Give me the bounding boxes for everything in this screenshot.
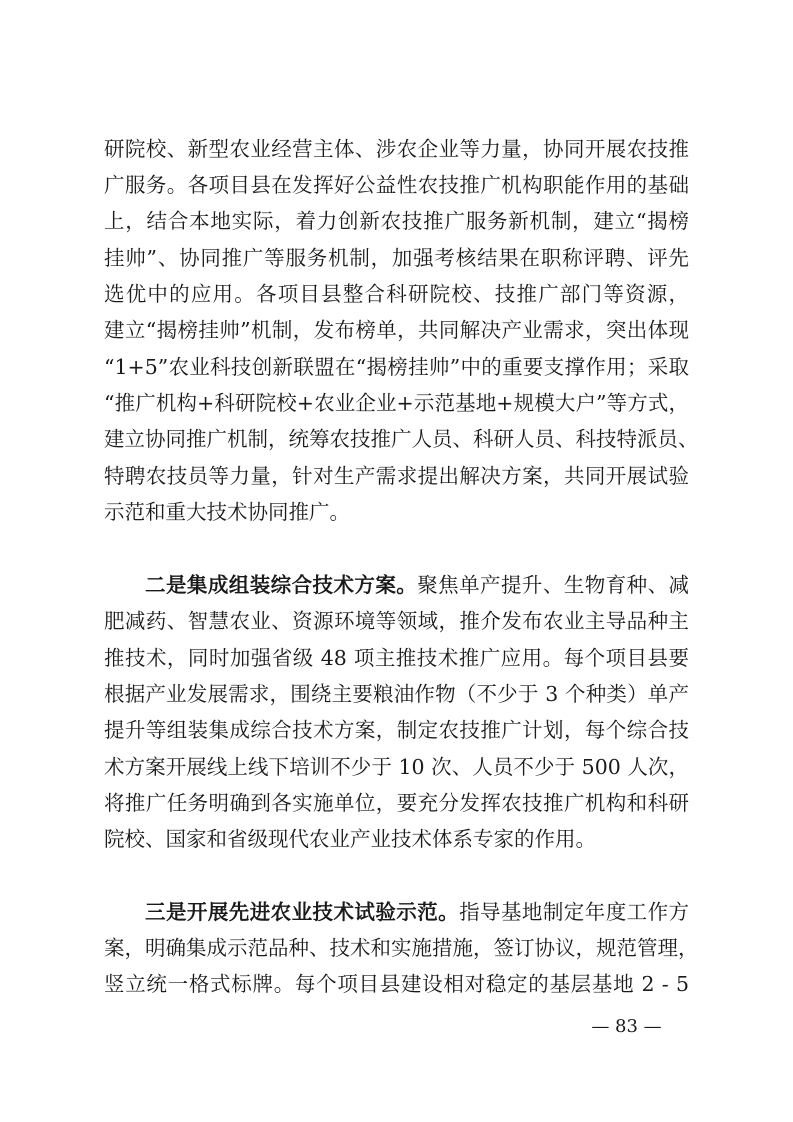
paragraph-2-line-8: 院校、国家和省级现代农业产业技术体系专家的作用。 [104, 827, 596, 851]
paragraph-2-line-6: 术方案开展线上线下培训不少于 10 次、人员不少于 500 人次， [104, 755, 689, 779]
paragraph-1-line-10: 特聘农技员等力量，针对生产需求提出解决方案，共同开展试验 [104, 464, 689, 488]
paragraph-3-heading: 三是开展先进农业技术试验示范。 [145, 900, 460, 924]
paragraph-1-line-7: “1+5”农业科技创新联盟在“揭榜挂帅”中的重要支撑作用；采取 [104, 355, 689, 379]
paragraph-2-line-4: 根据产业发展需求，围绕主要粮油作物（不少于 3 个种类）单产 [104, 682, 689, 706]
paragraph-2-line-7: 将推广任务明确到各实施单位，要充分发挥农技推广机构和科研 [104, 791, 689, 815]
paragraph-2-line-3: 推技术，同时加强省级 48 项主推技术推广应用。每个项目县要 [104, 646, 689, 670]
paragraph-1-line-5: 选优中的应用。各项目县整合科研院校、技推广部门等资源， [104, 282, 689, 306]
paragraph-2-line-5: 提升等组装集成综合技术方案，制定农技推广计划，每个综合技 [104, 718, 689, 742]
paragraph-2-line-2: 肥减药、智慧农业、资源环境等领域，推介发布农业主导品种主 [104, 609, 689, 633]
paragraph-3-line-2: 案，明确集成示范品种、技术和实施措施，签订协议，规范管理， [104, 936, 699, 960]
paragraph-1-line-6: 建立“揭榜挂帅”机制，发布榜单，共同解决产业需求，突出体现 [104, 318, 689, 342]
paragraph-1-line-1: 研院校、新型农业经营主体、涉农企业等力量，协同开展农技推 [104, 137, 689, 161]
page-number: — 83 — [591, 1016, 662, 1037]
paragraph-2-first-line-text: 聚焦单产提升、生物育种、减 [417, 573, 690, 597]
paragraph-1-line-4: 挂帅”、协同推广等服务机制，加强考核结果在职称评聘、评先 [104, 246, 689, 270]
paragraph-1-line-2: 广服务。各项目县在发挥好公益性农技推广机构职能作用的基础 [104, 173, 689, 197]
paragraph-1-line-9: 建立协同推广机制，统筹农技推广人员、科研人员、科技特派员、 [104, 427, 699, 451]
paragraph-1-line-8: “推广机构+科研院校+农业企业+示范基地+规模大户”等方式， [104, 391, 689, 415]
paragraph-2-first-line [145, 568, 689, 602]
paragraph-3-line-3: 竖立统一格式标牌。每个项目县建设相对稳定的基层基地 2 - 5 [104, 972, 689, 996]
paragraph-3-first-line-text: 指导基地制定年度工作方 [459, 900, 690, 924]
paragraph-3-first-line [145, 895, 689, 929]
paragraph-2-heading: 二是集成组装综合技术方案。 [145, 573, 418, 597]
paragraph-1-line-11: 示范和重大技术协同推广。 [104, 500, 350, 524]
paragraph-1-line-3: 上，结合本地实际，着力创新农技推广服务新机制，建立“揭榜 [104, 209, 689, 233]
